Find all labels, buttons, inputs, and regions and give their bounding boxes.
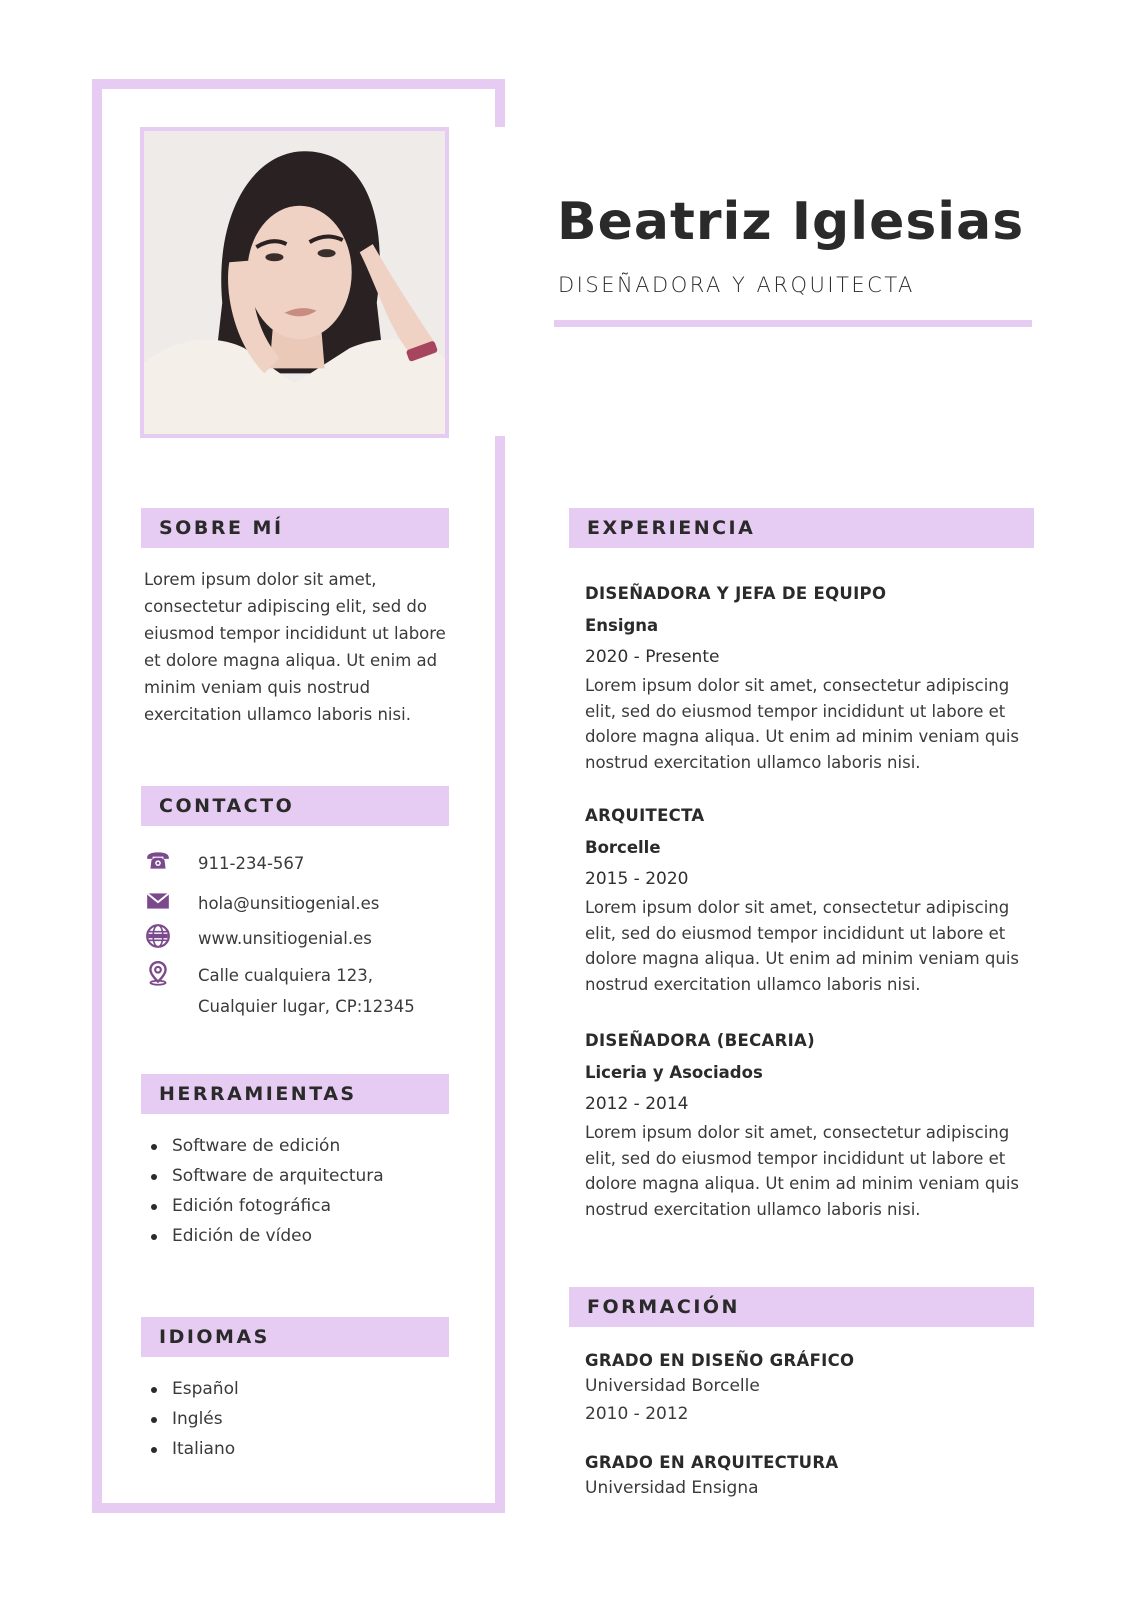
job-description: Lorem ipsum dolor sit amet, consectetur adipiscing elit, sed do eiusmod tempor incididunt ut labore et dolore magna aliqua. Ut enim ad minim veniam quis nostrud exercitation ullamco laboris nisi. — [585, 676, 1019, 772]
section-heading-experience: EXPERIENCIA — [569, 508, 1034, 548]
frame-bottom — [92, 1503, 505, 1513]
job-description: Lorem ipsum dolor sit amet, consectetur adipiscing elit, sed do eiusmod tempor incididunt ut labore et dolore magna aliqua. Ut enim ad minim veniam quis nostrud exercitation ullamco laboris nisi. — [585, 1123, 1019, 1219]
job-dates: 2020 - Presente — [585, 647, 720, 667]
degree-title: GRADO EN DISEÑO GRÁFICO — [585, 1351, 855, 1370]
contact-website — [144, 923, 372, 954]
portrait-image — [144, 131, 445, 434]
list-item: Italiano — [148, 1434, 239, 1464]
website-link[interactable]: www.unsitiogenial.es — [198, 929, 372, 948]
candidate-role: DISEÑADORA Y ARQUITECTA — [558, 273, 915, 297]
location-pin-icon — [144, 960, 172, 986]
job-title: DISEÑADORA (BECARIA) — [585, 1031, 815, 1050]
address-text — [198, 960, 415, 1022]
job-description: Lorem ipsum dolor sit amet, consectetur adipiscing elit, sed do eiusmod tempor incididunt ut labore et dolore magna aliqua. Ut enim ad minim veniam quis nostrud exercitation ullamco laboris nisi. — [585, 898, 1019, 994]
phone-link[interactable]: 911-234-567 — [198, 854, 305, 873]
job-dates: 2012 - 2014 — [585, 1094, 689, 1114]
contact-address — [144, 960, 415, 1022]
list-item: Edición fotográfica — [148, 1191, 384, 1221]
frame-top — [92, 79, 505, 89]
contact-phone — [144, 848, 304, 879]
job-entry — [585, 583, 1035, 775]
education-entry — [585, 1452, 1035, 1502]
job-company: Borcelle — [585, 838, 661, 857]
job-entry — [585, 1030, 1035, 1222]
candidate-name: Beatriz Iglesias — [557, 192, 1025, 252]
section-heading-languages: IDIOMAS — [141, 1317, 449, 1357]
job-entry — [585, 805, 1035, 997]
job-title: ARQUITECTA — [585, 806, 705, 825]
job-title: DISEÑADORA Y JEFA DE EQUIPO — [585, 584, 887, 603]
list-item: Español — [148, 1374, 239, 1404]
languages-list — [148, 1374, 239, 1464]
list-item: Inglés — [148, 1404, 239, 1434]
email-icon — [144, 888, 172, 914]
contact-email — [144, 888, 379, 919]
education-entry — [585, 1350, 1035, 1428]
phone-icon — [144, 848, 172, 874]
about-text: Lorem ipsum dolor sit amet, consectetur adipiscing elit, sed do eiusmod tempor incididunt ut labore et dolore magna aliqua. Ut enim ad minim veniam quis nostrud exercitation ullamco laboris nisi. — [144, 570, 446, 724]
frame-left — [92, 79, 102, 1513]
degree-title: GRADO EN ARQUITECTURA — [585, 1453, 839, 1472]
section-heading-contact: CONTACTO — [141, 786, 449, 826]
job-dates: 2015 - 2020 — [585, 869, 689, 889]
school-name: Universidad Ensigna — [585, 1478, 759, 1498]
title-underline — [554, 320, 1032, 327]
frame-right-upper — [495, 79, 505, 127]
address-line-2: Cualquier lugar, CP:12345 — [198, 997, 415, 1016]
education-dates: 2010 - 2012 — [585, 1404, 689, 1424]
section-heading-education: FORMACIÓN — [569, 1287, 1034, 1327]
email-link[interactable]: hola@unsitiogenial.es — [198, 894, 380, 913]
list-item: Software de edición — [148, 1131, 384, 1161]
job-company: Liceria y Asociados — [585, 1063, 763, 1082]
globe-icon — [144, 923, 172, 949]
school-name: Universidad Borcelle — [585, 1376, 760, 1396]
tools-list — [148, 1131, 384, 1251]
list-item: Software de arquitectura — [148, 1161, 384, 1191]
list-item: Edición de vídeo — [148, 1221, 384, 1251]
profile-photo — [140, 127, 449, 438]
job-company: Ensigna — [585, 616, 659, 635]
address-line-1: Calle cualquiera 123, — [198, 966, 373, 985]
section-heading-about: SOBRE MÍ — [141, 508, 449, 548]
frame-right-lower — [495, 436, 505, 1513]
section-heading-tools: HERRAMIENTAS — [141, 1074, 449, 1114]
